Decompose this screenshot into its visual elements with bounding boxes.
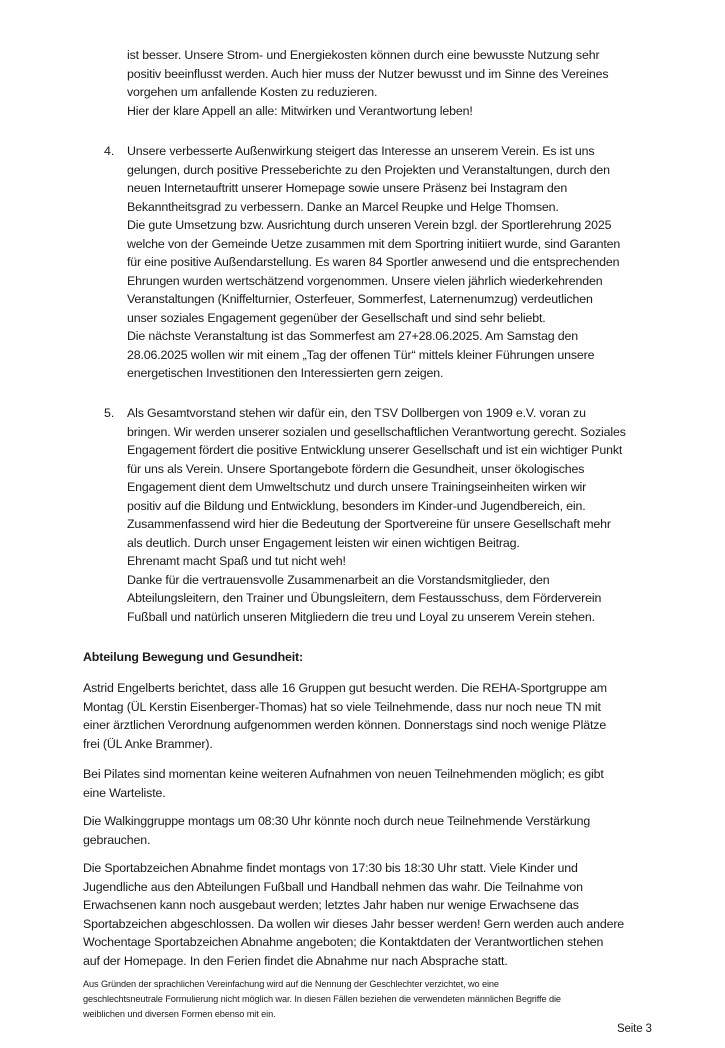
footnote-line: weiblichen und diversen Formen ebenso mit ein. xyxy=(83,1009,276,1019)
text-line: neuen Internetauftritt unserer Homepage sowie unsere Präsenz bei Instagram den xyxy=(127,181,568,195)
text-line: Die nächste Veranstaltung ist das Sommerfest am 27+28.06.2025. Am Samstag den xyxy=(127,329,578,343)
text-line: Fußball und natürlich unseren Mitgliedern die treu und Loyal zu unserem Verein stehen. xyxy=(127,609,595,624)
text-line: Ehrenamt macht Spaß und tut nicht weh! xyxy=(127,554,346,568)
text-line: frei (ÜL Anke Brammer). xyxy=(83,736,213,751)
text-line: Engagement dient dem Umweltschutz und durch unsere Trainingseinheiten wirken wir xyxy=(127,480,587,494)
list-number: 5. xyxy=(104,406,115,420)
text-line: Erwachsenen kann noch ausgebaut werden; letztes Jahr haben nur wenige Erwachsene das xyxy=(83,898,579,912)
text-line: Jugendliche aus den Abteilungen Fußball und Handball nehmen das wahr. Die Teilnahme von xyxy=(83,879,583,894)
text-line: vorgehen um anfallende Kosten zu reduzieren. xyxy=(127,85,378,99)
text-line: bringen. Wir werden unserer sozialen und gesellschaftlichen Verantwortung gerecht. Soziales xyxy=(127,424,626,439)
section-heading: Abteilung Bewegung und Gesundheit: xyxy=(83,650,303,664)
text-line: gebrauchen. xyxy=(83,832,151,847)
text-line: welche von der Gemeinde Uetze zusammen mit dem Sportring initiiert wurde, sind Garanten xyxy=(127,236,621,251)
text-line: Abteilungsleitern, den Trainer und Übungsleitern, dem Festausschuss, dem Förderverein xyxy=(127,591,602,605)
text-line: Danke für die vertrauensvolle Zusammenarbeit an die Vorstandsmitglieder, den xyxy=(127,572,550,587)
text-line: positiv auf die Bildung und Entwicklung, besonders im Kinder-und Jugendbereich, ein. xyxy=(127,498,586,513)
text-line: Astrid Engelberts berichtet, dass alle 16 Gruppen gut besucht werden. Die REHA-Sportgruppe am xyxy=(83,681,607,695)
footnote-line: geschlechtsneutrale Formulierung nicht möglich war. In diesen Fällen beziehen die verwendeten männlichen Begriffe die xyxy=(83,994,561,1004)
text-line: Engagement fördert die positive Entwicklung unserer Gesellschaft und ist ein wichtiger Punkt xyxy=(127,443,623,457)
text-line: Die Sportabzeichen Abnahme findet montags von 17:30 bis 18:30 Uhr statt. Viele Kinder und xyxy=(83,861,578,875)
text-line: Montag (ÜL Kerstin Eisenberger-Thomas) hat so viele Teilnehmende, dass nur noch neue TN mit xyxy=(83,699,601,714)
text-line: unser soziales Engagement gegenüber der Gesellschaft und sind sehr beliebt. xyxy=(127,310,546,325)
text-line: positiv beeinflusst werden. Auch hier muss der Nutzer bewusst und im Sinne des Vereines xyxy=(127,66,609,81)
text-line: Die Walkinggruppe montags um 08:30 Uhr könnte noch durch neue Teilnehmende Verstärkung xyxy=(83,814,591,828)
text-line: Zusammenfassend wird hier die Bedeutung der Sportvereine für unsere Gesellschaft mehr xyxy=(127,517,611,531)
text-line: Ehrungen wurden wertschätzend vorgenommen. Unsere vielen jährlich wiederkehrenden xyxy=(127,273,603,288)
text-line: für uns als Verein. Unsere Sportangebote fördern die Gesundheit, unser ökologisches xyxy=(127,461,585,476)
text-line: gelungen, durch positive Presseberichte zu den Projekten und Veranstaltungen, durch den xyxy=(127,162,610,177)
text-line: eine Warteliste. xyxy=(83,785,166,800)
text-line: auf der Homepage. In den Ferien findet die Abnahme nur nach Absprache statt. xyxy=(83,953,508,968)
text-line: Bei Pilates sind momentan keine weiteren Aufnahmen von neuen Teilnehmenden möglich; es gibt xyxy=(83,767,604,781)
text-line: Bekanntheitsgrad zu verbessern. Danke an Marcel Reupke und Helge Thomsen. xyxy=(127,199,559,214)
list-number: 4. xyxy=(104,144,115,158)
text-line: Sportabzeichen abgeschlossen. Da wollen wir dieses Jahr besser werden! Gern werden auch andere xyxy=(83,916,625,931)
text-line: einer ärztlichen Verordnung aufgenommen werden können. Donnerstags sind noch wenige Plätze xyxy=(83,718,607,732)
page-number: Seite 3 xyxy=(617,1023,652,1035)
text-line: als deutlich. Durch unser Engagement leisten wir einen wichtigen Beitrag. xyxy=(127,535,520,550)
text-line: 28.06.2025 wollen wir mit einem „Tag der offenen Tür“ mittels kleiner Führungen unsere xyxy=(127,347,595,362)
text-line: energetischen Investitionen den Interessierten gern zeigen. xyxy=(127,366,444,380)
text-line: ist besser. Unsere Strom- und Energiekosten können durch eine bewusste Nutzung sehr xyxy=(127,48,600,62)
text-line: Veranstaltungen (Kniffelturnier, Osterfeuer, Sommerfest, Laternenumzug) verdeutlichen xyxy=(127,292,593,306)
footnote-line: Aus Gründen der sprachlichen Vereinfachung wird auf die Nennung der Geschlechter verzichtet, wo eine xyxy=(83,979,499,989)
text-line: Als Gesamtvorstand stehen wir dafür ein, den TSV Dollbergen von 1909 e.V. voran zu xyxy=(127,406,586,420)
text-line: Die gute Umsetzung bzw. Ausrichtung durch unseren Verein bzgl. der Sportlerehrung 2025 xyxy=(127,218,612,232)
text-line: Unsere verbesserte Außenwirkung steigert das Interesse an unserem Verein. Es ist uns xyxy=(127,144,595,158)
text-line: Hier der klare Appell an alle: Mitwirken und Verantwortung leben! xyxy=(127,103,473,118)
text-line: für eine positive Außendarstellung. Es waren 84 Sportler anwesend und die entsprechenden xyxy=(127,255,620,269)
text-line: Wochentage Sportabzeichen Abnahme angeboten; die Kontaktdaten der Verantwortlichen stehen xyxy=(83,935,604,949)
